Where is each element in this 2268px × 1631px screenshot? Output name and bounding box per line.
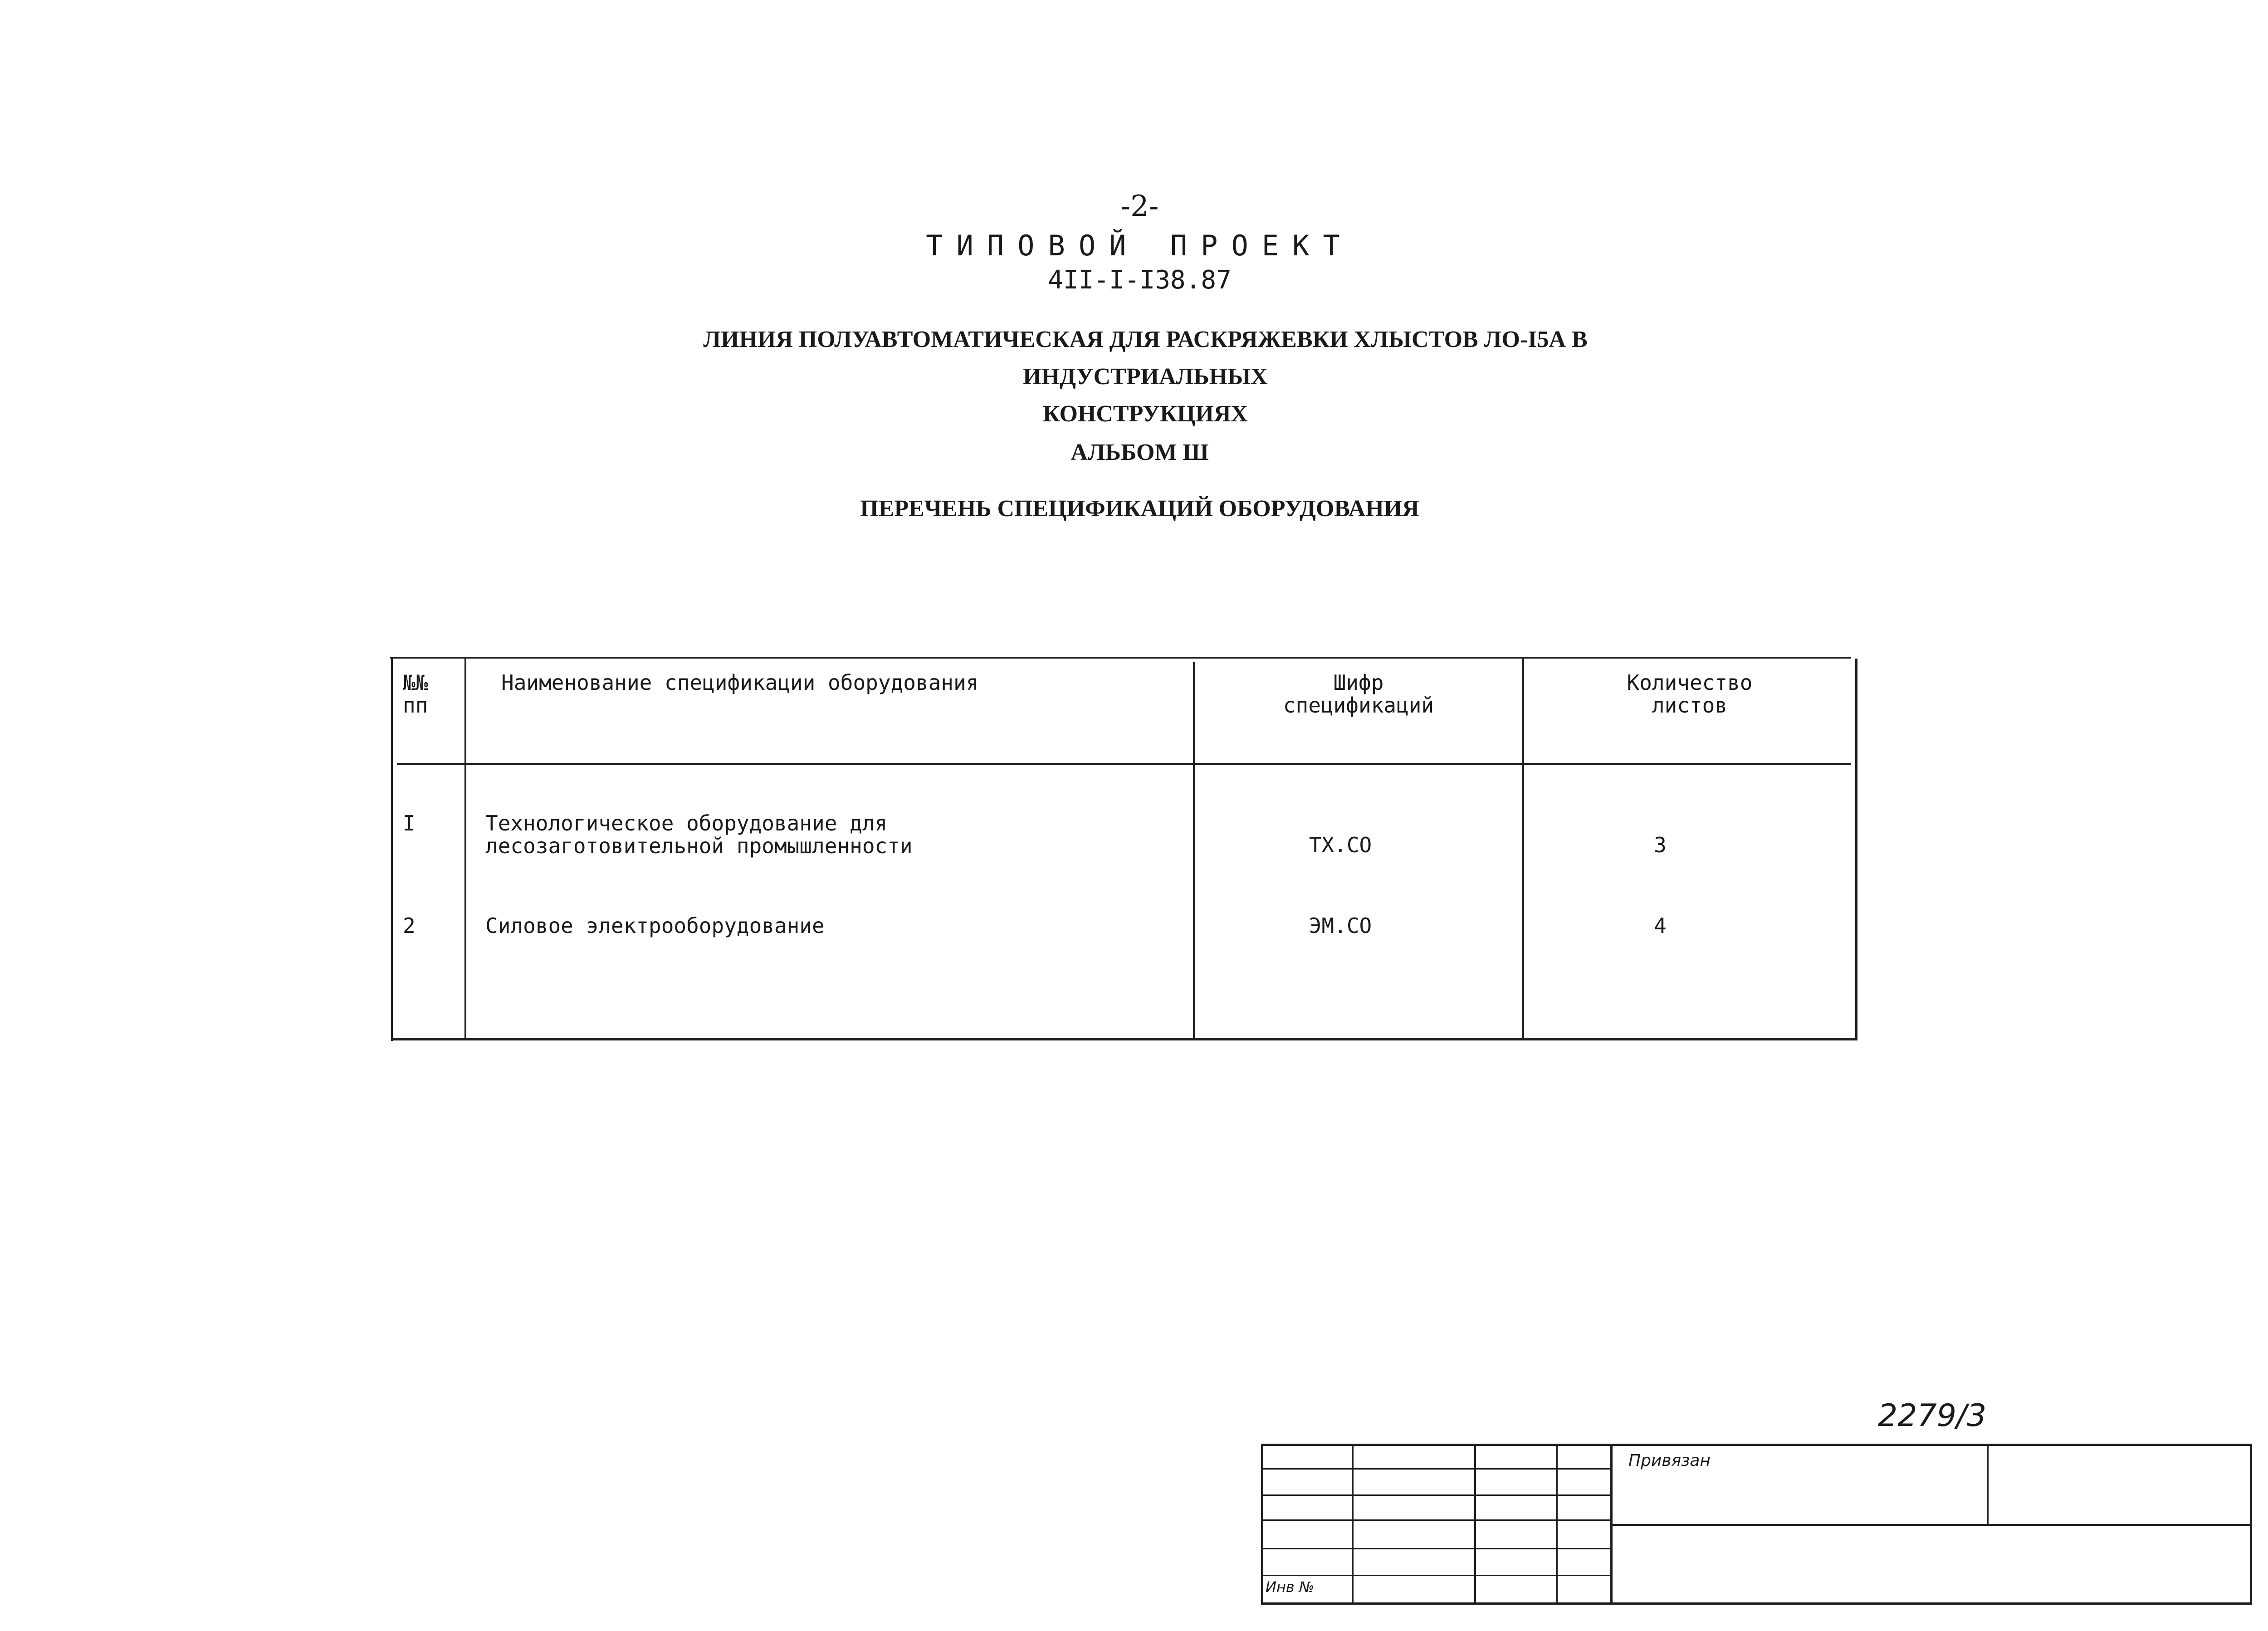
row-2-code: ЭМ.СО	[1309, 913, 1372, 938]
table-col-divider-3	[1522, 659, 1524, 1040]
stamp-grid-hline-5	[1261, 1575, 1611, 1576]
header-number-line-1: №№	[403, 670, 428, 695]
stamp-grid-hline-2	[1261, 1494, 1611, 1496]
table-bottom-border	[392, 1038, 1857, 1040]
stamp-right-vline	[1987, 1444, 1989, 1525]
project-type: ТИПОВОЙ ПРОЕКТ	[926, 229, 1354, 262]
stamp-right-hline	[1611, 1524, 2251, 1526]
row-1-code: ТХ.СО	[1309, 833, 1372, 857]
table-left-border	[391, 658, 393, 1041]
row-1-name-line-1: Технологическое оборудование для	[485, 811, 888, 835]
row-1-number: I	[403, 811, 415, 835]
stamp-grid-hline-4	[1261, 1548, 1611, 1549]
page-number: -2-	[1120, 190, 1159, 223]
table-col-divider-1	[464, 659, 466, 1040]
row-1-sheets: 3	[1654, 833, 1667, 857]
stamp-bound-label: Привязан	[1628, 1451, 1711, 1470]
stamp-grid-hline-3	[1261, 1519, 1611, 1521]
header-sheets-line-1: Количество	[1627, 670, 1753, 695]
table-top-border	[390, 657, 1851, 659]
table-right-border	[1855, 659, 1857, 1039]
header-name: Наименование спецификации оборудования	[501, 670, 979, 695]
row-2-sheets: 4	[1654, 913, 1667, 938]
table-header-divider	[397, 763, 1851, 765]
row-1-name	[485, 812, 1184, 857]
header-code-line-1: Шифр	[1333, 670, 1384, 695]
project-code: 4II-I-I38.87	[1048, 265, 1232, 295]
stamp-document-number: 2279/3	[1878, 1398, 1987, 1434]
table-col-divider-2	[1193, 662, 1195, 1040]
project-title-line-2: КОНСТРУКЦИЯХ	[1043, 401, 1248, 427]
stamp-grid-hline-1	[1261, 1468, 1611, 1470]
stamp-bottom-border	[1261, 1602, 2252, 1605]
row-2-name: Силовое электрооборудование	[485, 913, 825, 938]
header-number	[403, 671, 457, 717]
header-code	[1198, 671, 1520, 717]
header-number-line-2: пп	[403, 693, 428, 718]
header-sheets-line-2: листов	[1652, 693, 1728, 718]
stamp-inventory-label: Инв №	[1266, 1578, 1315, 1596]
stamp-top-border	[1261, 1444, 2252, 1446]
row-1-name-line-2: лесозаготовительной промышленности	[485, 834, 913, 858]
row-2-number: 2	[403, 913, 415, 938]
project-title	[680, 321, 1610, 433]
header-code-line-2: спецификаций	[1283, 693, 1434, 718]
project-title-line-1: ЛИНИЯ ПОЛУАВТОМАТИЧЕСКАЯ ДЛЯ РАСКРЯЖЕВКИ ХЛЫСТОВ ЛО-I5А В ИНДУСТРИАЛЬНЫХ	[703, 327, 1588, 390]
list-title: ПЕРЕЧЕНЬ СПЕЦИФИКАЦИЙ ОБОРУДОВАНИЯ	[860, 496, 1419, 522]
header-sheets	[1526, 671, 1853, 717]
album-title: АЛЬБОМ Ш	[1070, 439, 1209, 465]
